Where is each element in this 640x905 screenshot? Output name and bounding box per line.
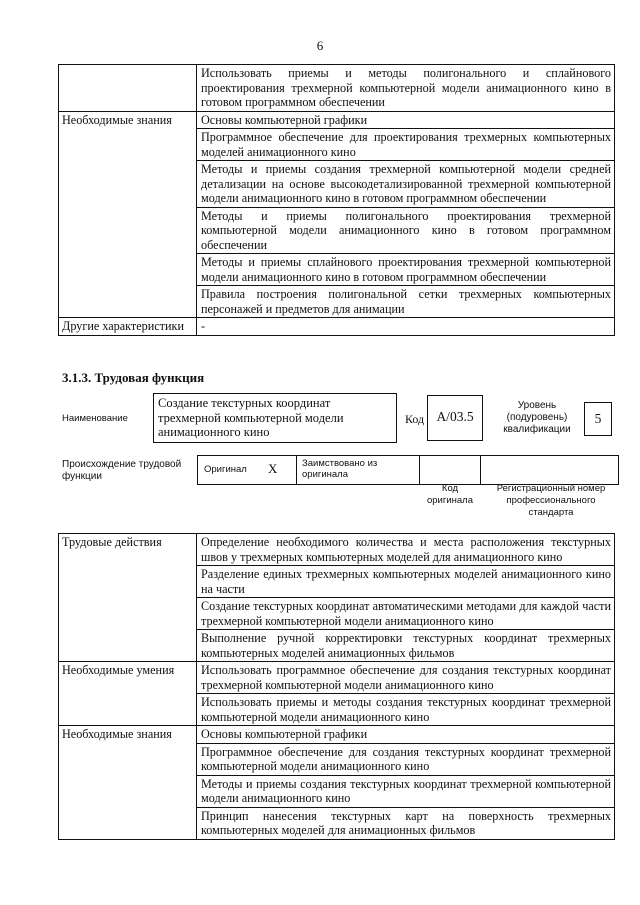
name-value: Создание текстурных координат трехмерной компьютерной модели анимационного кино	[158, 396, 344, 439]
row-label: Необходимые знания	[59, 726, 197, 840]
table-row	[59, 726, 615, 744]
row-label: Необходимые знания	[59, 111, 197, 318]
table-row	[59, 318, 615, 336]
level-label: Уровень (подуровень) квалификации	[503, 400, 571, 435]
row-text: Принцип нанесения текстурных карт на поверхность трехмерных компьютерных моделей для анимационных фильмов	[197, 807, 615, 839]
row-text: Выполнение ручной корректировки текстурных координат трехмерных компьютерных моделей анимационных фильмов	[197, 630, 615, 662]
row-text: Использовать приемы и методы создания текстурных координат трехмерной компьютерной модели анимационного кино	[197, 694, 615, 726]
row-text: -	[197, 318, 615, 336]
code-label: Код	[405, 412, 425, 426]
row-text: Определение необходимого количества и места расположения текстурных швов у трехмерных компьютерных моделей для анимационного кино	[197, 534, 615, 566]
table-row	[59, 534, 615, 566]
original-label: Оригинал	[204, 464, 247, 475]
row-text: Использовать приемы и методы полигонального и сплайнового проектирования трехмерной компьютерной модели анимационного кино в готовом программном обеспечении	[197, 65, 615, 112]
row-text: Методы и приемы полигонального проектирования трехмерной компьютерной модели анимационного кино в готовом программном обеспечении	[197, 207, 615, 254]
row-label: Другие характеристики	[59, 318, 197, 336]
row-text: Использовать программное обеспечение для создания текстурных координат трехмерной компьютерной модели анимационного кино	[197, 662, 615, 694]
name-value-box	[153, 393, 397, 443]
row-text: Основы компьютерной графики	[197, 726, 615, 744]
page-number: 6	[316, 38, 324, 53]
labor-function-table	[58, 533, 615, 840]
row-label: Трудовые действия	[59, 534, 197, 662]
row-text: Методы и приемы создания текстурных координат трехмерной компьютерной модели анимационного кино	[197, 775, 615, 807]
table-row	[59, 111, 615, 129]
borrowed-label: Заимствовано из оригинала	[302, 458, 378, 480]
origin-label: Происхождение трудовой функции	[62, 459, 182, 482]
row-text: Основы компьютерной графики	[197, 111, 615, 129]
row-label	[59, 65, 197, 112]
origin-divider-1	[296, 455, 297, 485]
row-label: Необходимые умения	[59, 662, 197, 726]
reg-caption: Регистрационный номер профессионального стандарта	[496, 483, 606, 518]
skills-table-continued	[58, 64, 615, 336]
table-row	[59, 662, 615, 694]
row-text: Программное обеспечение для создания текстурных координат трехмерной компьютерной модели анимационного кино	[197, 743, 615, 775]
row-text: Методы и приемы создания трехмерной компьютерной модели средней детализации на основе высокодетализированной трехмерной компьютерной модели анимационного кино в готовом программном обеспечении	[197, 161, 615, 208]
name-label: Наименование	[62, 413, 128, 424]
original-mark: X	[268, 461, 278, 476]
origin-divider-2	[419, 455, 420, 485]
code-value: A/03.5	[436, 409, 474, 424]
level-value: 5	[594, 411, 602, 426]
table-row	[59, 65, 615, 112]
row-text: Создание текстурных координат автоматическими методами для каждой части трехмерной компьютерной модели анимационного кино	[197, 598, 615, 630]
code-value-box	[427, 395, 483, 441]
row-text: Разделение единых трехмерных компьютерных моделей анимационного кино на части	[197, 566, 615, 598]
row-text: Правила построения полигональной сетки трехмерных компьютерных персонажей и предметов для анимации	[197, 286, 615, 318]
origin-divider-3	[480, 455, 481, 485]
section-heading: 3.1.3. Трудовая функция	[62, 370, 205, 385]
row-text: Программное обеспечение для проектирования трехмерных компьютерных моделей анимационного кино	[197, 129, 615, 161]
level-value-box	[584, 402, 612, 436]
code-caption: Код оригинала	[426, 483, 473, 506]
row-text: Методы и приемы сплайнового проектирования трехмерной компьютерной модели анимационного кино в готовом программном обеспечении	[197, 254, 615, 286]
